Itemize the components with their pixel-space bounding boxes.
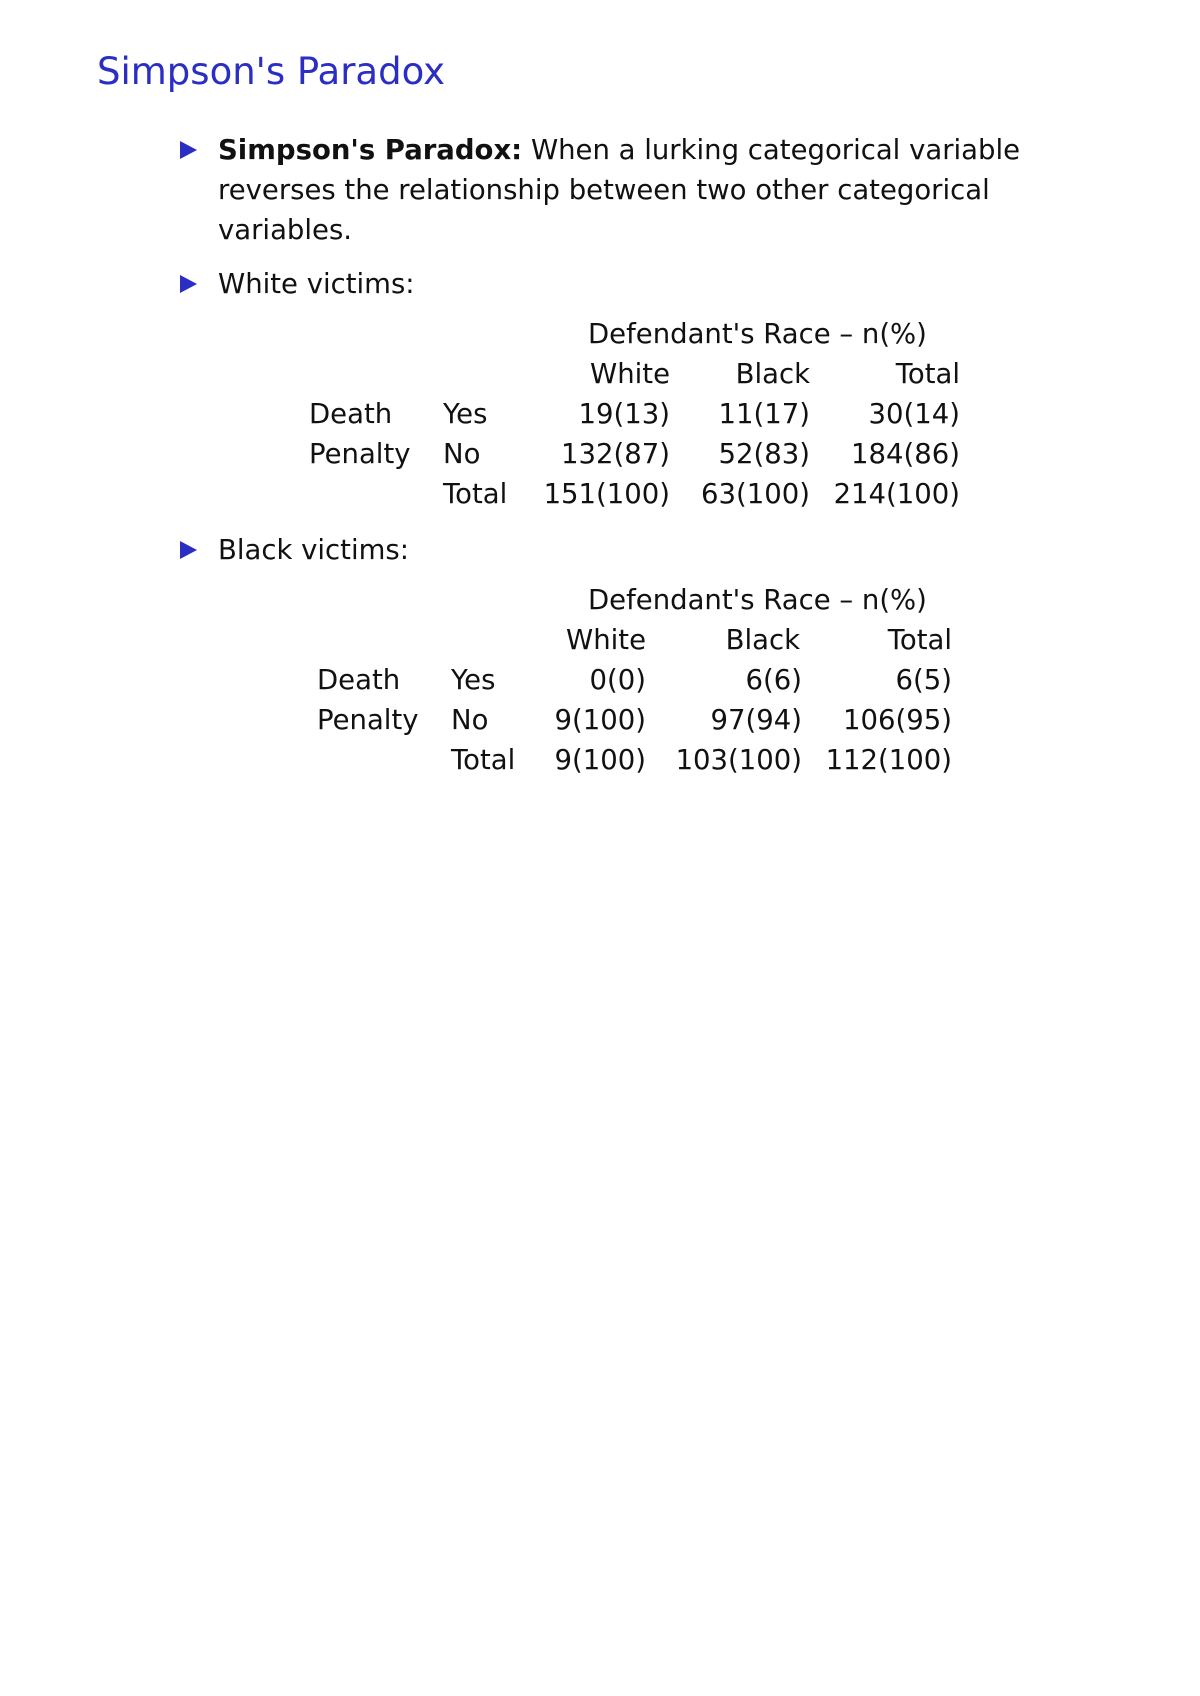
table-cell: 6(6) [745,664,802,696]
table-cell: 6(5) [895,664,952,696]
table-cell: 19(13) [578,398,670,430]
table-cell: 9(100) [554,744,646,776]
column-header-total: Total [887,624,952,656]
table-cell: 0(0) [589,664,646,696]
table-header: Defendant's Race – n(%) [588,584,927,616]
row-label-yes: Yes [443,398,488,430]
page-title: Simpson's Paradox [97,50,445,93]
table-header: Defendant's Race – n(%) [588,318,927,350]
table-cell: 151(100) [543,478,670,510]
table-cell: 214(100) [833,478,960,510]
definition-text [218,130,1020,250]
definition-body: When a lurking categorical variable reverses the relationship between two other categorical variables. [218,134,1021,246]
definition-bullet [180,130,1020,250]
table-cell: 97(94) [710,704,802,736]
column-header-white: White [590,358,670,390]
white-victims-label: White victims: [218,268,415,300]
white-victims-bullet [180,264,1020,304]
table-cell: 132(87) [561,438,670,470]
row-group-label: Death [317,664,401,696]
table-cell: 103(100) [675,744,802,776]
column-header-white: White [566,624,646,656]
row-label-no: No [443,438,481,470]
table-cell: 63(100) [701,478,810,510]
black-victims-bullet [180,530,1020,570]
row-label-total: Total [443,478,508,510]
table-cell: 30(14) [868,398,960,430]
row-label-yes: Yes [451,664,496,696]
row-label-total: Total [451,744,516,776]
row-group-label: Death [309,398,393,430]
column-header-black: Black [735,358,810,390]
column-header-black: Black [725,624,800,656]
definition-term: Simpson's Paradox: [218,134,523,166]
table-cell: 11(17) [718,398,810,430]
black-victims-label: Black victims: [218,534,409,566]
row-group-label: Penalty [309,438,411,470]
table-cell: 52(83) [718,438,810,470]
column-header-total: Total [895,358,960,390]
table-cell: 184(86) [851,438,960,470]
row-label-no: No [451,704,489,736]
triangle-right-icon [180,141,197,159]
triangle-right-icon [180,541,197,559]
table-cell: 106(95) [843,704,952,736]
triangle-right-icon [180,275,197,293]
table-cell: 9(100) [554,704,646,736]
table-cell: 112(100) [825,744,952,776]
row-group-label: Penalty [317,704,419,736]
